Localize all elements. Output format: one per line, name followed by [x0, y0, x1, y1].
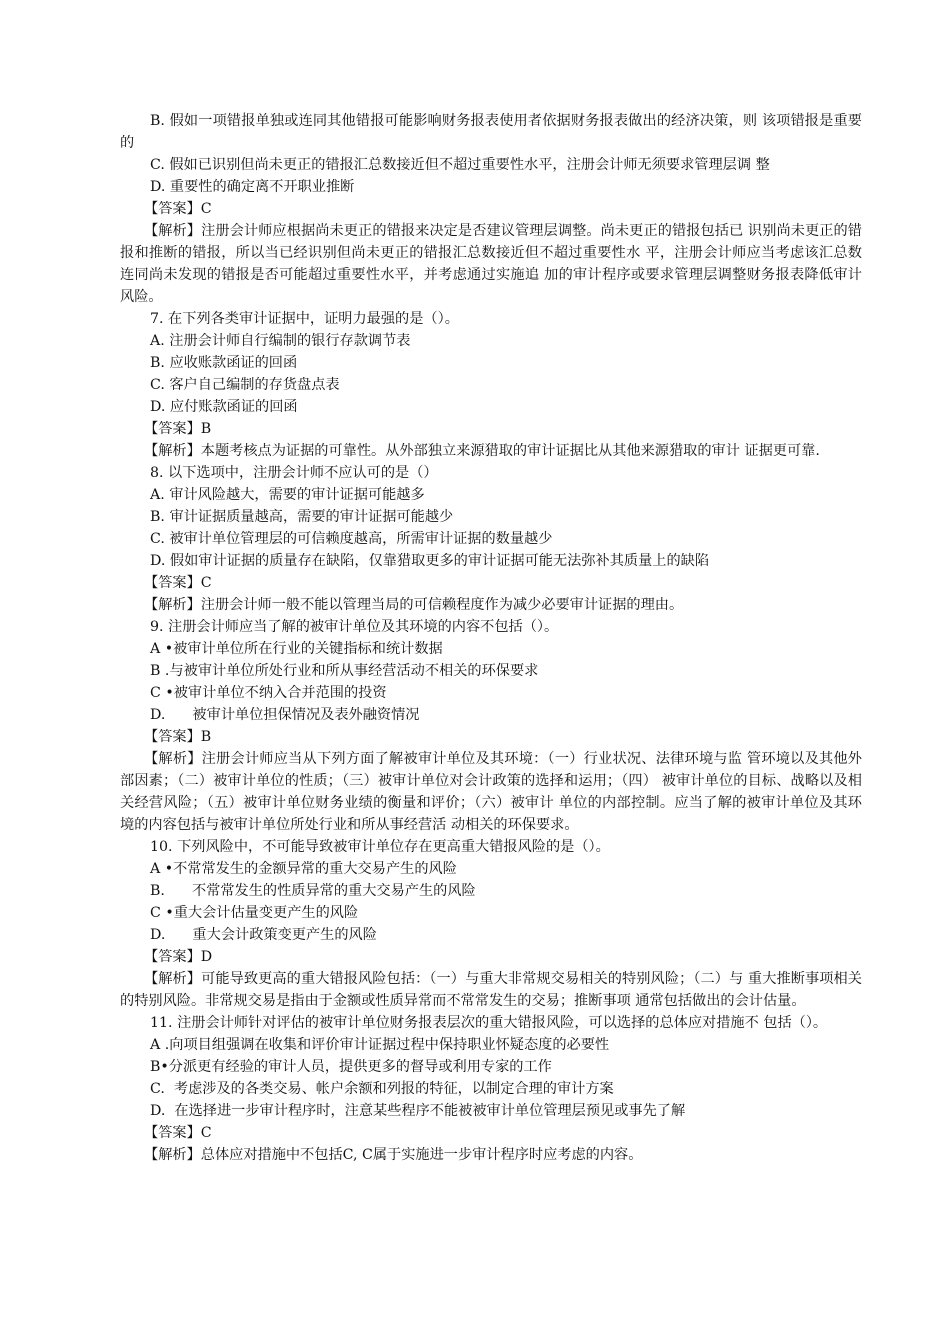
- option-b-q7: B. 应收账款函证的回函: [150, 355, 298, 371]
- question-8: 8. 以下选项中，注册会计师不应认可的是（）: [150, 465, 438, 481]
- option-c-q11: C. 考虑涉及的各类交易、帐户余额和列报的特征，以制定合理的审计方案: [150, 1081, 614, 1097]
- analysis-q7: 【解析】本题考核点为证据的可靠性。从外部独立来源猎取的审计证据比从其他来源猎取的审计 证据更可靠.: [144, 443, 820, 459]
- answer-q7: 【答案】B: [144, 421, 212, 437]
- question-11: 11. 注册会计师针对评估的被审计单位财务报表层次的重大错报风险，可以选择的总体应对措施不 包括（）。: [150, 1015, 828, 1031]
- option-b-q11: B•分派更有经验的审计人员，提供更多的督导或利用专家的工作: [150, 1059, 552, 1075]
- analysis-q6: 【解析】注册会计师应根据尚未更正的错报来决定是否建议管理层调整。尚未更正的错报包括已 识别尚未更正的错报和推断的错报，所以当已经识别但尚未更正的错报汇总数接近但不超过重要性水 平，注册会计师应当考虑该汇总数连同尚未发现的错报是否可能超过重要性水平，并考虑通过实施追 加的审计程序或要求管理层调整财务报表降低审计风险。: [120, 223, 862, 305]
- option-b-q6: B. 假如一项错报单独或连同其他错报可能影响财务报表使用者依据财务报表做出的经济决策，则 该项错报是重要的: [120, 113, 862, 151]
- answer-q11: 【答案】C: [144, 1125, 212, 1141]
- question-7: 7. 在下列各类审计证据中，证明力最强的是（）。: [150, 311, 459, 327]
- option-d-q7: D. 应付账款函证的回函: [150, 399, 298, 415]
- option-a-q9: A •被审计单位所在行业的关键指标和统计数据: [150, 641, 443, 657]
- option-c-q9: C •被审计单位不纳入合并范围的投资: [150, 685, 387, 701]
- option-d-q10: D. 重大会计政策变更产生的风险: [150, 927, 377, 943]
- analysis-q9: 【解析】注册会计师应当从下列方面了解被审计单位及其环境：（一）行业状况、法律环境与监 管环境以及其他外部因素；（二）被审计单位的性质；（三）被审计单位对会计政策的选择和运用；（四） 被审计单位的目标、战略以及相关经营风险；（五）被审计单位财务业绩的衡量和评价；（六）被审计 单位的内部控制。应当了解的被审计单位及其环境的内容包括与被审计单位所处行业和所从事经营活 动相关的环保要求。: [120, 751, 862, 833]
- option-c-q10: C •重大会计估量变更产生的风险: [150, 905, 359, 921]
- option-d-q11: D. 在选择进一步审计程序时，注意某些程序不能被被审计单位管理层预见或事先了解: [150, 1103, 686, 1119]
- option-d-q6: D. 重要性的确定离不开职业推断: [150, 179, 355, 195]
- option-a-q7: A. 注册会计师自行编制的银行存款调节表: [150, 333, 411, 349]
- answer-q10: 【答案】D: [144, 949, 213, 965]
- answer-q9: 【答案】B: [144, 729, 212, 745]
- answer-q8: 【答案】C: [144, 575, 212, 591]
- option-c-q7: C. 客户自己编制的存货盘点表: [150, 377, 340, 393]
- question-9: 9. 注册会计师应当了解的被审计单位及其环境的内容不包括（）。: [150, 619, 559, 635]
- option-c-q6: C. 假如已识别但尚未更正的错报汇总数接近但不超过重要性水平，注册会计师无须要求管理层调 整: [150, 157, 770, 173]
- option-a-q8: A. 审计风险越大，需要的审计证据可能越多: [150, 487, 425, 503]
- analysis-q11: 【解析】总体应对措施中不包括C, C属于实施进一步审计程序时应考虑的内容。: [144, 1147, 643, 1163]
- answer-q6: 【答案】C: [144, 201, 212, 217]
- option-c-q8: C. 被审计单位管理层的可信赖度越高，所需审计证据的数量越少: [150, 531, 553, 547]
- analysis-q8: 【解析】注册会计师一般不能以管理当局的可信赖程度作为减少必要审计证据的理由。: [144, 597, 684, 613]
- option-a-q11: A .向项目组强调在收集和评价审计证据过程中保持职业怀疑态度的必要性: [150, 1037, 610, 1053]
- option-b-q10: B. 不常常发生的性质异常的重大交易产生的风险: [150, 883, 476, 899]
- option-d-q9: D. 被审计单位担保情况及表外融资情况: [150, 707, 420, 723]
- option-b-q8: B. 审计证据质量越高，需要的审计证据可能越少: [150, 509, 454, 525]
- analysis-q10: 【解析】可能导致更高的重大错报风险包括：（一）与重大非常规交易相关的特别风险；（二）与 重大推断事项相关的特别风险。非常规交易是指由于金额或性质异常而不常常发生的交易；推断事项 通常包括做出的会计估量。: [120, 971, 862, 1009]
- option-d-q8: D. 假如审计证据的质量存在缺陷，仅靠猎取更多的审计证据可能无法弥补其质量上的缺陷: [150, 553, 710, 569]
- option-b-q9: B .与被审计单位所处行业和所从事经营活动不相关的环保要求: [150, 663, 539, 679]
- option-a-q10: A •不常常发生的金额异常的重大交易产生的风险: [150, 861, 457, 877]
- question-10: 10. 下列风险中，不可能导致被审计单位存在更高重大错报风险的是（）。: [150, 839, 610, 855]
